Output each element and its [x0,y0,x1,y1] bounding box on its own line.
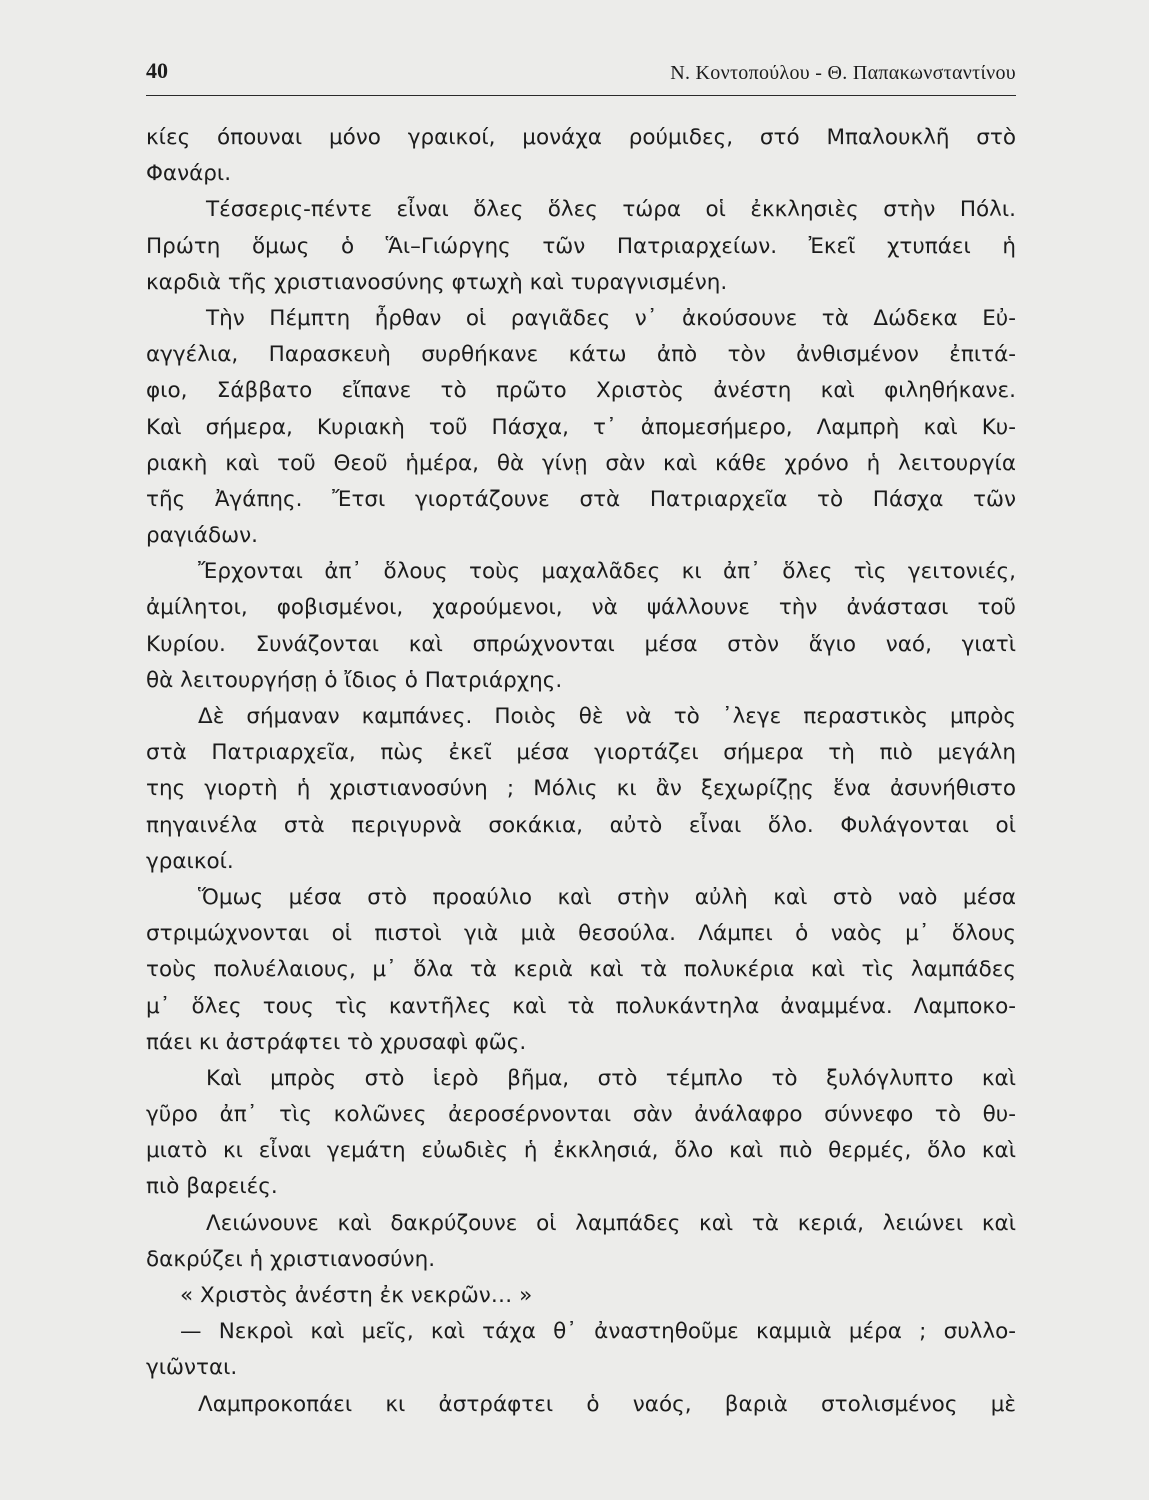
text-line: Ὅμως μέσα στὸ προαύλιο καὶ στὴν αὐλὴ καὶ στὸ ναὸ μέσα [198,884,1016,910]
text-line: γιῶνται. [146,1355,238,1381]
text-line: Δὲ σήμαναν καμπάνες. Ποιὸς θὲ νὰ τὸ ᾽λεγε περαστικὸς μπρὸς [198,704,1016,729]
text-line: ριακὴ καὶ τοῦ Θεοῦ ἡμέρα, θὰ γίνῃ σὰν καὶ κάθε χρόνο ἡ λειτουργία [146,450,1016,476]
text-line: μ᾽ ὅλες τους τὶς καντῆλες καὶ τὰ πολυκάντηλα ἀναμμένα. Λαμποκο- [146,993,1016,1019]
text-line: κίες όπουναι μόνο γραικοί, μονάχα ρούμιδες, στό Μπαλουκλῆ στὸ [146,125,1016,150]
text-line: Τὴν Πέμπτη ἦρθαν οἱ ραγιᾶδες ν᾽ ἀκούσουνε τὰ Δώδεκα Εὐ- [206,305,1016,331]
text-line: πιὸ βαρειές. [146,1174,278,1200]
text-line: ραγιάδων. [146,523,258,549]
text-line: Πρώτη ὅμως ὁ Ἅι–Γιώργης τῶν Πατριαρχείων. Ἐκεῖ χτυπάει ἡ [146,233,1016,259]
text-line: γραικοί. [146,848,234,874]
header-rule [146,95,1016,96]
text-line: Λειώνουνε καὶ δακρύζουνε οἱ λαμπάδες καὶ τὰ κεριά, λειώνει καὶ [206,1210,1016,1236]
text-line: Κυρίου. Συνάζονται καὶ σπρώχνονται μέσα στὸν ἅγιο ναό, γιατὶ [146,631,1016,657]
text-line: τοὺς πολυέλαιους, μ᾽ ὅλα τὰ κεριὰ καὶ τὰ πολυκέρια καὶ τὶς λαμπάδες [146,957,1016,983]
text-line: τῆς Ἀγάπης. Ἔτσι γιορτάζουνε στὰ Πατριαρχεῖα τὸ Πάσχα τῶν [146,486,1016,512]
page-header [146,52,1016,92]
text-line: πάει κι ἀστράφτει τὸ χρυσαφὶ φῶς. [146,1029,527,1055]
text-line: στριμώχνονται οἱ πιστοὶ γιὰ μιὰ θεσούλα. Λάμπει ὁ ναὸς μ᾽ ὅλους [146,921,1016,947]
text-line: — Νεκροὶ καὶ μεῖς, καὶ τάχα θ᾽ ἀναστηθοῦμε καμμιὰ μέρα ; συλλο- [180,1319,1016,1345]
text-line: Τέσσερις-πέντε εἶναι ὅλες ὅλες τώρα οἱ ἐκκλησιὲς στὴν Πόλι. [206,197,1016,223]
page-number: 40 [146,58,168,83]
text-line: στὰ Πατριαρχεῖα, πὼς ἐκεῖ μέσα γιορτάζει σήμερα τὴ πιὸ μεγάλη [146,740,1016,766]
text-line: πηγαινέλα στὰ περιγυρνὰ σοκάκια, αὐτὸ εἶναι ὅλο. Φυλάγονται οἱ [146,812,1016,838]
text-line: φιο, Σάββατο εἴπανε τὸ πρῶτο Χριστὸς ἀνέστη καὶ φιληθήκανε. [146,378,1016,404]
text-line: θὰ λειτουργήσῃ ὁ ἴδιος ὁ Πατριάρχης. [146,667,563,693]
text-line: Φανάρι. [146,161,232,187]
text-line: αγγέλια, Παρασκευὴ συρθήκανε κάτω ἀπὸ τὸν ἀνθισμένον ἐπιτά- [146,342,1016,368]
body-text [146,120,1016,1423]
text-line: Λαμπροκοπάει κι ἀστράφτει ὁ ναός, βαριὰ στολισμένος μὲ [198,1391,1016,1417]
text-line: γῦρο ἀπ᾽ τὶς κολῶνες ἀεροσέρνονται σὰν ἀνάλαφρο σύννεφο τὸ θυ- [146,1102,1016,1128]
text-line: Καὶ μπρὸς στὸ ἱερὸ βῆμα, στὸ τέμπλο τὸ ξυλόγλυπτο καὶ [206,1065,1016,1091]
text-line: της γιορτὴ ἡ χριστιανοσύνη ; Μόλις κι ἂν ξεχωρίζῃς ἕνα ἀσυνήθιστο [146,776,1016,802]
text-line: δακρύζει ἡ χριστιανοσύνη. [146,1246,436,1272]
text-line: μιατὸ κι εἶναι γεμάτη εὐωδιὲς ἡ ἐκκλησιά, ὅλο καὶ πιὸ θερμές, ὅλο καὶ [146,1138,1016,1164]
running-head: Ν. Κοντοπούλου - Θ. Παπακωνσταντίνου [670,62,1016,84]
text-line: « Χριστὸς ἀνέστη ἐκ νεκρῶν… » [180,1283,533,1308]
text-line: Ἔρχονται ἀπ᾽ ὅλους τοὺς μαχαλᾶδες κι ἀπ᾽ ὅλες τὶς γειτονιές, [198,559,1016,585]
text-line: Καὶ σήμερα, Κυριακὴ τοῦ Πάσχα, τ᾽ ἀπομεσήμερο, Λαμπρὴ καὶ Κυ- [146,414,1016,440]
text-line: καρδιὰ τῆς χριστιανοσύνης φτωχὴ καὶ τυραγνισμένη. [146,269,728,295]
text-line: ἀμίλητοι, φοβισμένοι, χαρούμενοι, νὰ ψάλλουνε τὴν ἀνάστασι τοῦ [146,595,1016,621]
